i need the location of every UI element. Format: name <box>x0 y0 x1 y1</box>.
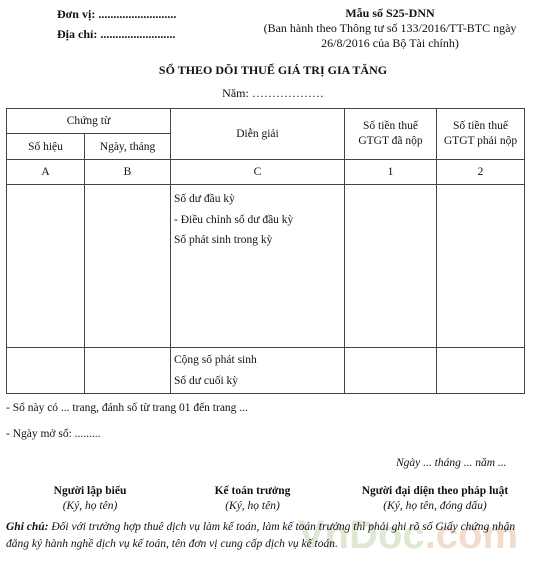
description-header: Diễn giải <box>171 109 345 160</box>
column-code: B <box>85 160 171 185</box>
totals-cell <box>171 348 345 394</box>
date-cell <box>85 185 171 348</box>
table-footer-row <box>7 348 525 394</box>
payable-cell <box>437 348 525 394</box>
column-code: 1 <box>345 160 437 185</box>
paid-header <box>345 109 437 160</box>
preparer-signature <box>30 484 150 514</box>
period-activity-label: Số phát sinh trong kỳ <box>174 234 273 246</box>
form-info <box>250 6 530 51</box>
paid-cell <box>345 348 437 394</box>
voucher-group-header: Chứng từ <box>7 109 171 134</box>
page-count-note: - Sổ này có ... trang, đánh số từ trang 01 đến trang ... <box>6 402 248 414</box>
opening-balance-label: Số dư đầu kỳ <box>174 193 235 205</box>
signature-hint: (Ký, họ tên, đóng dấu) <box>383 500 487 512</box>
signature-hint: (Ký, họ tên) <box>62 500 118 512</box>
total-activity-label: Cộng số phát sinh <box>174 354 257 366</box>
date-cell <box>85 348 171 394</box>
opening-adjustment-label: - Điều chỉnh số dư đầu kỳ <box>174 213 294 226</box>
signature-hint: (Ký, họ tên) <box>225 500 280 512</box>
vat-ledger-table <box>6 108 525 394</box>
circular-line-1: (Ban hành theo Thông tư số 133/2016/TT-BTC ngày <box>263 21 517 35</box>
watermark-suffix: .com <box>424 513 519 557</box>
payable-header-line-2: GTGT phải nộp <box>443 135 518 147</box>
unit-label: Đơn vị: .......................... <box>57 7 177 21</box>
number-header: Số hiệu <box>7 134 85 160</box>
number-cell <box>7 185 85 348</box>
table-header-row <box>7 109 525 134</box>
year-line: Năm: ……………… <box>222 86 324 100</box>
payable-header <box>437 109 525 160</box>
column-code: C <box>171 160 345 185</box>
number-cell <box>7 348 85 394</box>
paid-cell <box>345 185 437 348</box>
form-code: Mẫu số S25-DNN <box>345 6 435 20</box>
open-date-note: - Ngày mở sổ: ......... <box>6 428 101 440</box>
payable-cell <box>437 185 525 348</box>
paid-header-line-2: GTGT đã nộp <box>358 135 423 147</box>
legal-representative-signature <box>330 484 540 514</box>
signature-role: Người lập biểu <box>53 485 127 497</box>
sign-date: Ngày ... tháng ... năm ... <box>396 457 507 469</box>
column-code-row <box>7 160 525 185</box>
address-label: Địa chỉ: ......................... <box>57 27 176 41</box>
paid-header-line-1: Số tiền thuế <box>363 120 418 132</box>
chief-accountant-signature <box>190 484 315 514</box>
date-header: Ngày, tháng <box>85 134 171 160</box>
footnote <box>6 519 538 553</box>
signature-role: Kế toán trưởng <box>214 485 291 497</box>
closing-balance-label: Số dư cuối kỳ <box>174 374 239 387</box>
footnote-label: Ghi chú: <box>6 521 49 533</box>
page-title: SỔ THEO DÕI THUẾ GIÁ TRỊ GIA TĂNG <box>158 63 388 77</box>
description-cell <box>171 185 345 348</box>
column-code: 2 <box>437 160 525 185</box>
footnote-text: Đối với trường hợp thuê dịch vụ làm kế toán, làm kế toán trưởng thì phải ghi rõ số Giấy chứng nhận đăng ký hành nghề dịch vụ kế toán, tên đơn vị cung cấp dịch vụ kế toán. <box>6 521 516 550</box>
column-code: A <box>7 160 85 185</box>
circular-line-2: 26/8/2016 của Bộ Tài chính) <box>321 36 459 50</box>
signature-role: Người đại diện theo pháp luật <box>361 485 509 497</box>
watermark-main: VnDoc <box>298 513 425 557</box>
payable-header-line-1: Số tiền thuế <box>453 120 508 132</box>
table-body-row <box>7 185 525 348</box>
